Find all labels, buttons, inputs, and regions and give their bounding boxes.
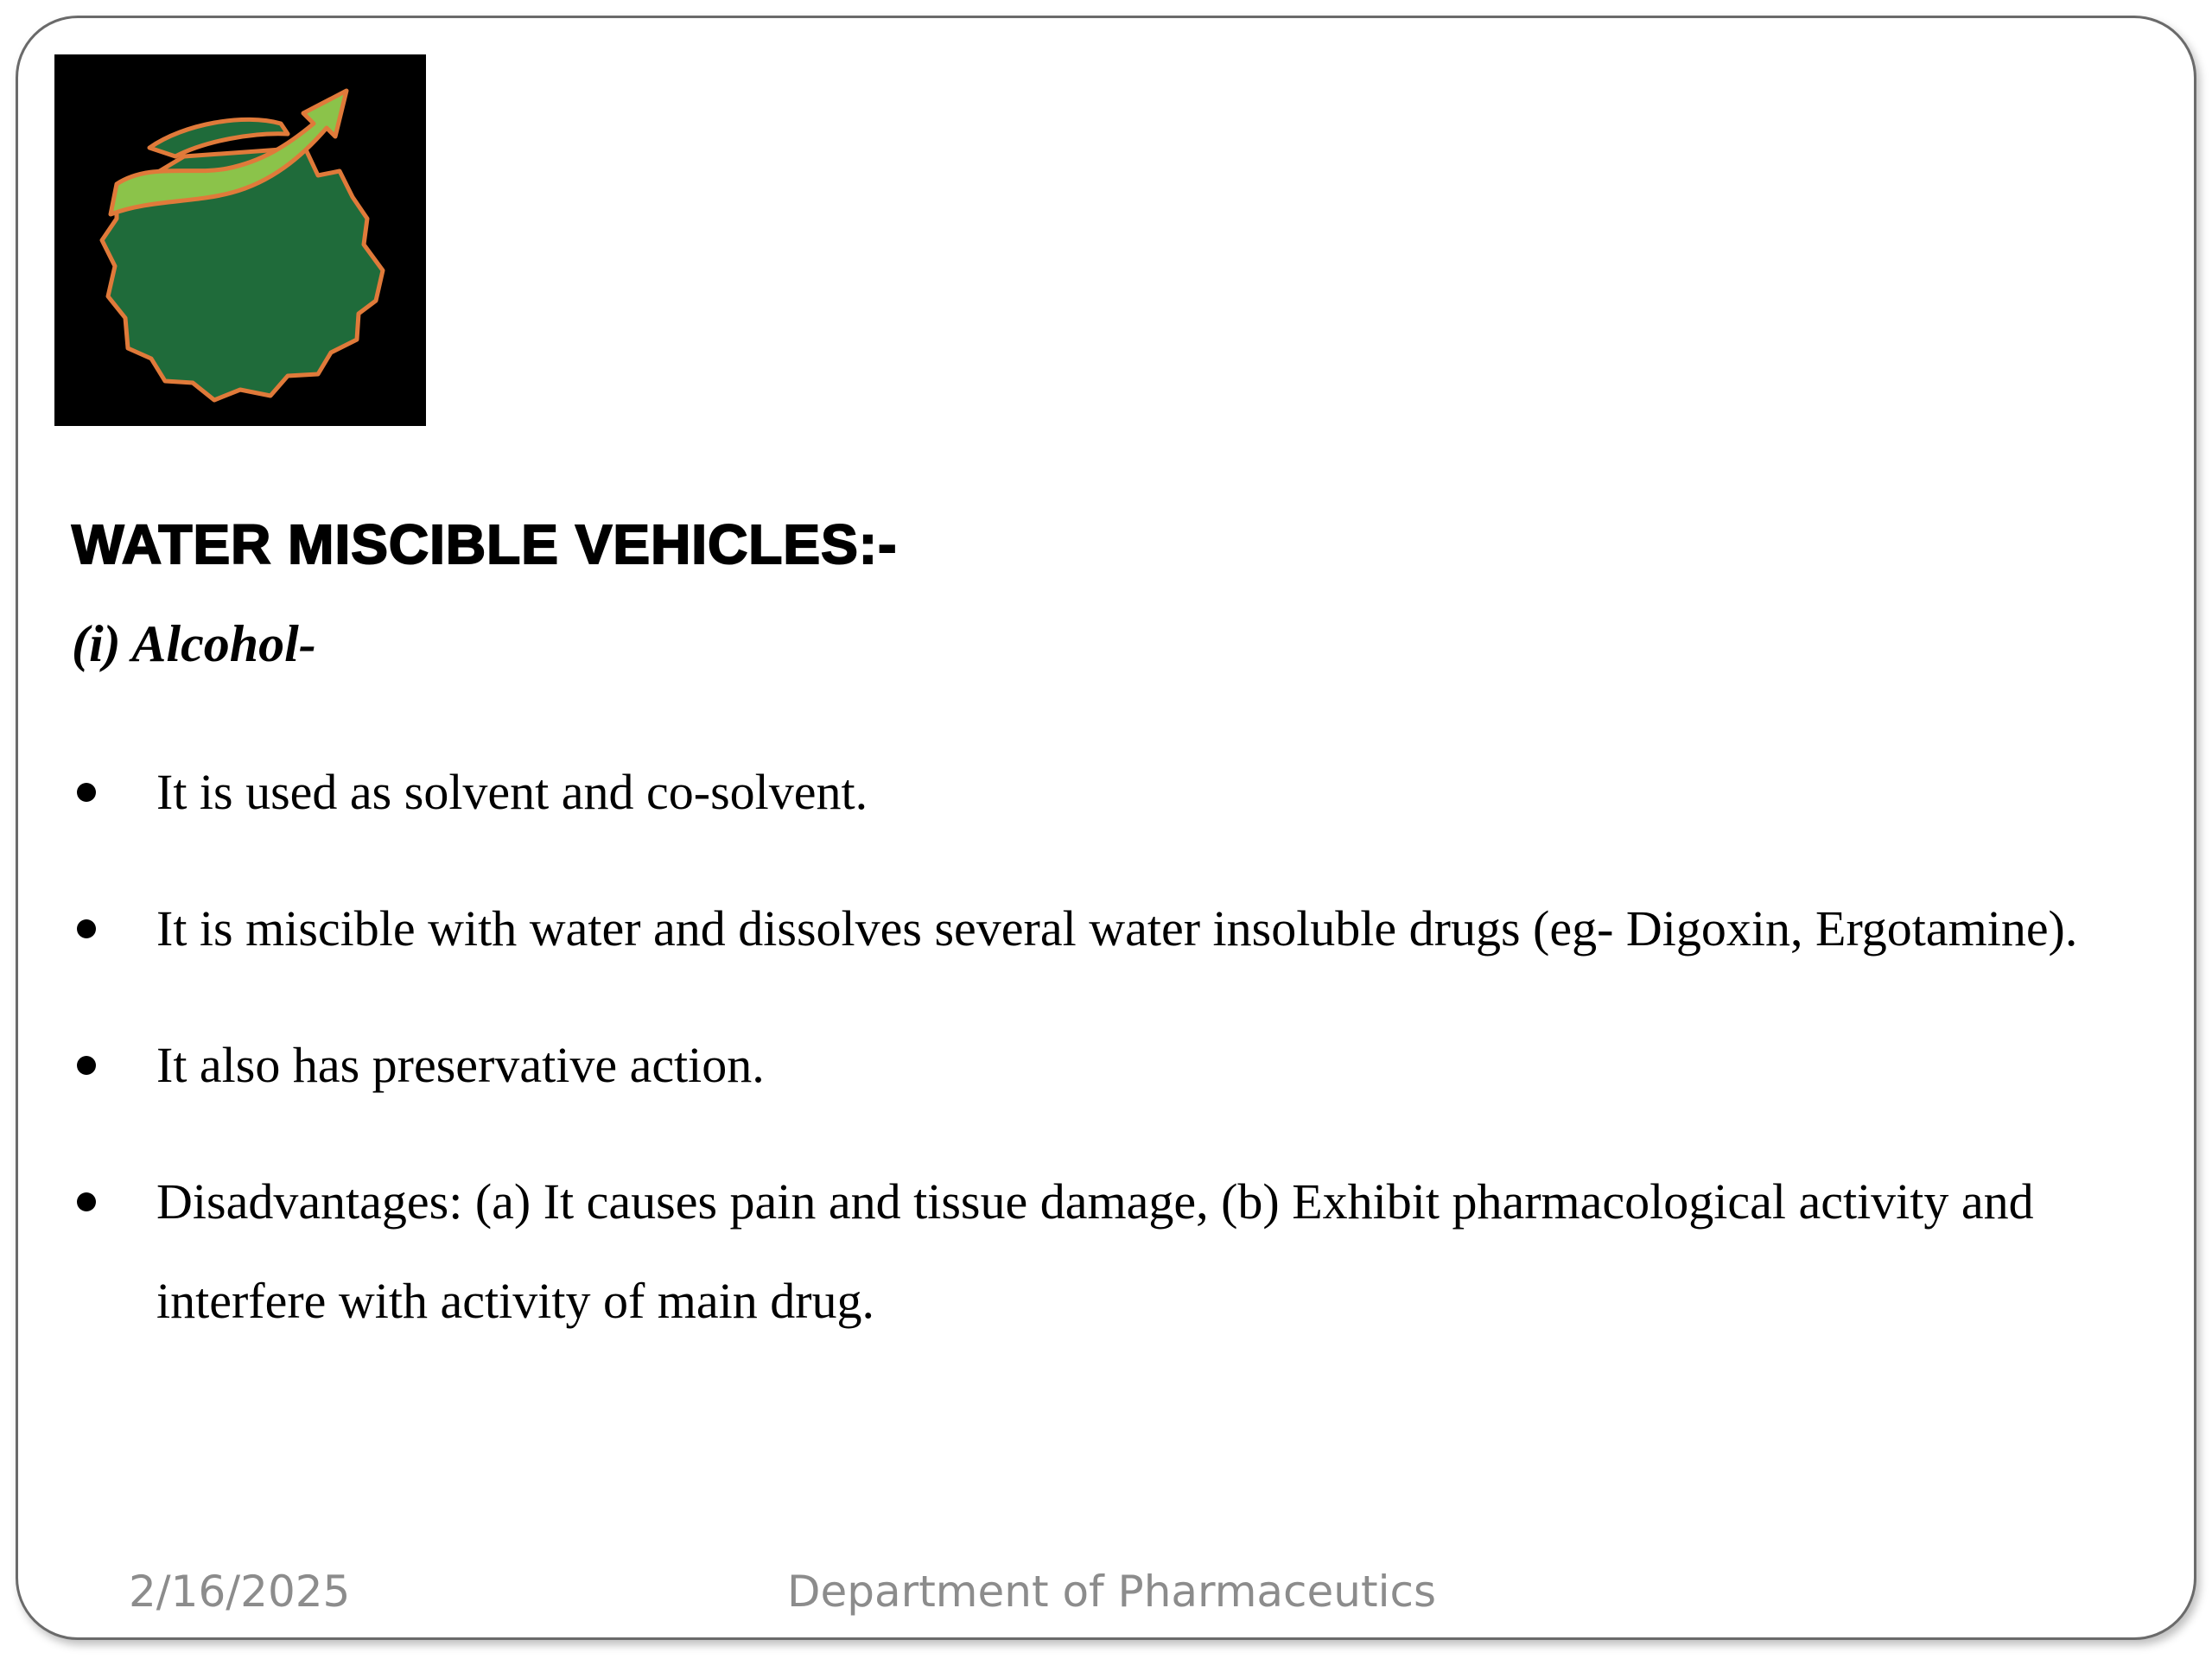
footer-date: 2/16/2025 bbox=[129, 1567, 351, 1617]
bullet-icon bbox=[77, 1056, 96, 1075]
bullet-item bbox=[72, 1152, 2163, 1351]
footer-department: Department of Pharmaceutics bbox=[787, 1567, 1437, 1617]
bullet-icon bbox=[77, 919, 96, 938]
section-heading: WATER MISCIBLE VEHICLES:- bbox=[72, 513, 898, 575]
bullet-item bbox=[72, 1015, 2163, 1115]
slide bbox=[16, 16, 2196, 1640]
bullet-text: It also has preservative action. bbox=[156, 1037, 765, 1093]
sub-heading: (i) Alcohol- bbox=[72, 615, 316, 672]
bullet-item bbox=[72, 879, 2163, 978]
bullet-text: It is miscible with water and dissolves several water insoluble drugs (eg- Digoxin, Ergotamine). bbox=[156, 900, 2078, 957]
bullet-icon bbox=[77, 1192, 96, 1211]
bullet-text: Disadvantages: (a) It causes pain and tissue damage, (b) Exhibit pharmacological activity and interfere with activity of main drug. bbox=[156, 1173, 2034, 1329]
bullet-item bbox=[72, 742, 2163, 842]
bullet-list bbox=[72, 742, 2163, 1388]
bullet-icon bbox=[77, 783, 96, 802]
bullet-text: It is used as solvent and co-solvent. bbox=[156, 764, 868, 820]
gear-arrow-logo-icon bbox=[54, 54, 426, 426]
